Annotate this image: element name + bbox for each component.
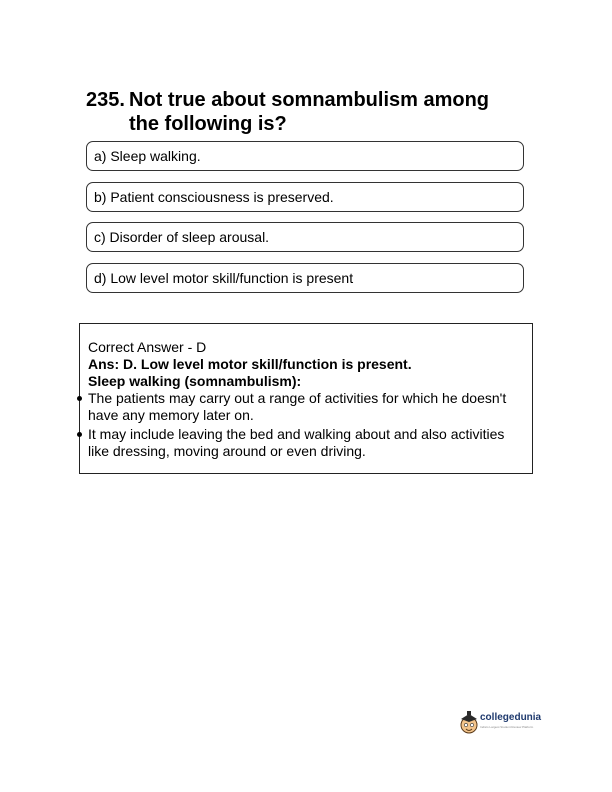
question-line-2: the following is? [129, 113, 287, 135]
bullet-icon [77, 396, 82, 401]
logo-name: collegedunia [480, 712, 542, 723]
option-b[interactable]: b) Patient consciousness is preserved. [86, 182, 524, 212]
question-text [129, 88, 524, 136]
collegedunia-logo [458, 708, 558, 738]
answer-box [79, 323, 533, 474]
question-number: 235. [86, 89, 125, 111]
option-c[interactable]: c) Disorder of sleep arousal. [86, 222, 524, 252]
correct-answer: Correct Answer - D [88, 339, 207, 355]
question-line-1: Not true about somnambulism among [129, 89, 490, 111]
option-d[interactable]: d) Low level motor skill/function is present [86, 263, 524, 293]
answer-subheading: Sleep walking (somnambulism): [88, 373, 302, 389]
option-a[interactable]: a) Sleep walking. [86, 141, 524, 171]
bullet-1-line-2: have any memory later on. [88, 407, 254, 423]
bullet-2-line-2: like dressing, moving around or even driving. [88, 443, 366, 459]
bullet-1-line-1: The patients may carry out a range of activities for which he doesn't [88, 390, 507, 406]
logo-tagline: India's Largest Student Review Platform [480, 725, 534, 729]
bullet-icon [77, 432, 82, 437]
mascot-icon [458, 710, 480, 736]
bullet-2-line-1: It may include leaving the bed and walking about and also activities [88, 426, 505, 442]
answer-explanation: Ans: D. Low level motor skill/function is present. [88, 356, 412, 372]
